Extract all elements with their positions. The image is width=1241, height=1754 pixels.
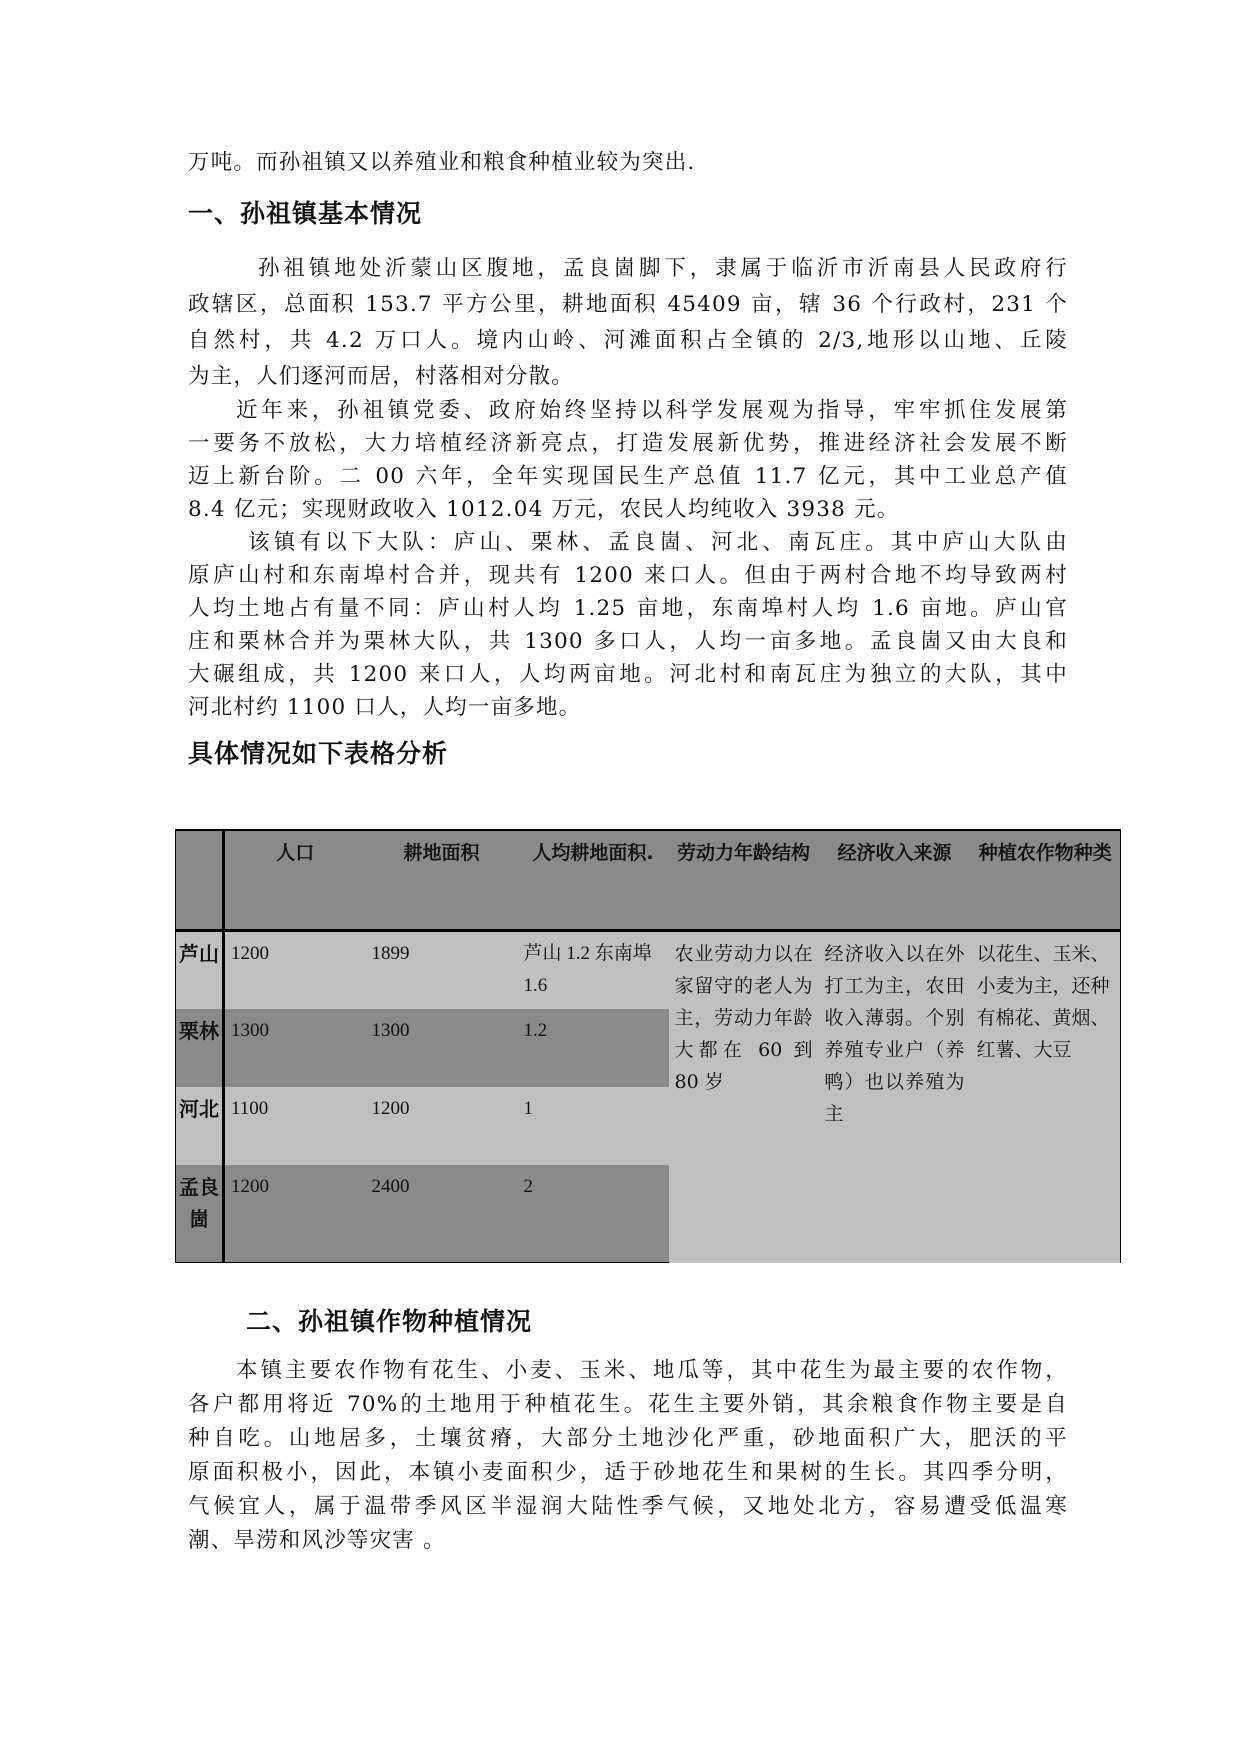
section2-line-1: 本镇主要农作物有花生、小麦、玉米、地瓜等，其中花生为最主要的农作物， — [236, 1358, 1068, 1383]
para3-line-5: 大碾组成，共 1200 来口人，人均两亩地。河北村和南瓦庄为独立的大队，其中 — [188, 662, 1068, 687]
cell-population: 1200 — [224, 931, 366, 1009]
cell-population: 1100 — [224, 1087, 366, 1165]
para1-line-4: 为主，人们逐河而居，村落相对分散。 — [188, 364, 574, 389]
section2-line-4: 原面积极小，因此，本镇小麦面积少，适于砂地花生和果树的生长。其四季分明， — [188, 1460, 1068, 1485]
para3-line-4: 庄和栗林合并为栗林大队，共 1300 多口人，人均一亩多地。孟良崮又由大良和 — [188, 629, 1068, 654]
para2-line-2: 一要务不放松，大力培植经济新亮点，打造发展新优势，推进经济社会发展不断 — [188, 431, 1068, 456]
para3-line-6: 河北村约 1100 口人，人均一亩多地。 — [188, 695, 582, 720]
cell-per-capita: 1 — [518, 1087, 669, 1165]
section2-line-3: 种自吃。山地居多，土壤贫瘠，大部分土地沙化严重，砂地面积广大，肥沃的平 — [188, 1426, 1068, 1451]
table-header-row — [176, 830, 1121, 931]
cell-area: 1200 — [366, 1087, 518, 1165]
section1-heading: 一、孙祖镇基本情况 — [188, 199, 423, 228]
header-income: 经济收入来源 — [819, 830, 971, 931]
row-name: 河北 — [176, 1087, 224, 1165]
cell-area: 1300 — [366, 1009, 518, 1087]
para3-line-1: 该镇有以下大队：庐山、栗林、孟良崮、河北、南瓦庄。其中庐山大队由 — [248, 530, 1068, 555]
cell-per-capita: 2 — [518, 1165, 669, 1263]
header-corner — [176, 830, 224, 931]
para1-line-1: 孙祖镇地处沂蒙山区腹地，孟良崮脚下，隶属于临沂市沂南县人民政府行 — [258, 256, 1068, 281]
cell-area: 2400 — [366, 1165, 518, 1263]
para3-line-2: 原庐山村和东南埠村合并，现共有 1200 来口人。但由于两村合地不均导致两村 — [188, 563, 1068, 588]
para3-line-3: 人均土地占有量不同：庐山村人均 1.25 亩地，东南埠村人均 1.6 亩地。庐山官 — [188, 596, 1068, 621]
cell-population: 1200 — [224, 1165, 366, 1263]
cell-labor-structure: 农业劳动力以在家留守的老人为主，劳动力年龄大都在 60 到 80 岁 — [669, 931, 819, 1263]
cell-population: 1300 — [224, 1009, 366, 1087]
cell-area: 1899 — [366, 931, 518, 1009]
row-name: 孟良崮 — [176, 1165, 224, 1263]
village-table — [175, 829, 1121, 1263]
para2-line-1: 近年来，孙祖镇党委、政府始终坚持以科学发展观为指导，牢牢抓住发展第 — [236, 398, 1068, 423]
section2-line-2: 各户都用将近 70%的土地用于种植花生。花生主要外销，其余粮食作物主要是自 — [188, 1392, 1068, 1417]
header-labor: 劳动力年龄结构 — [669, 830, 819, 931]
header-crops: 种植农作物种类 — [971, 830, 1121, 931]
cell-income-source: 经济收入以在外打工为主，农田收入薄弱。个别养殖专业户（养鸭）也以养殖为主 — [819, 931, 971, 1263]
para1-line-3: 自然村，共 4.2 万口人。境内山岭、河滩面积占全镇的 2/3,地形以山地、丘陵 — [188, 328, 1068, 353]
cell-crops: 以花生、玉米、小麦为主，还种有棉花、黄烟、红薯、大豆 — [971, 931, 1121, 1263]
para2-line-4: 8.4 亿元；实现财政收入 1012.04 万元，农民人均纯收入 3938 元。 — [188, 497, 900, 522]
intro-line: 万吨。而孙祖镇又以养殖业和粮食种植业较为突出. — [188, 150, 696, 175]
row-name: 栗林 — [176, 1009, 224, 1087]
table-heading: 具体情况如下表格分析 — [188, 739, 449, 768]
cell-per-capita: 1.2 — [518, 1009, 669, 1087]
section2-line-5: 气候宜人，属于温带季风区半湿润大陆性季气候，又地处北方，容易遭受低温寒 — [188, 1494, 1068, 1519]
header-population: 人口 — [224, 830, 366, 931]
para2-line-3: 迈上新台阶。二 00 六年，全年实现国民生产总值 11.7 亿元，其中工业总产值 — [188, 464, 1068, 489]
table-row — [176, 931, 1121, 1009]
header-area: 耕地面积 — [366, 830, 518, 931]
section2-line-6: 潮、旱涝和风沙等灾害 。 — [188, 1528, 446, 1553]
section2-heading: 二、孙祖镇作物种植情况 — [246, 1307, 533, 1336]
row-name: 芦山 — [176, 931, 224, 1009]
header-per-capita: 人均耕地面积. — [518, 830, 669, 931]
para1-line-2: 政辖区，总面积 153.7 平方公里，耕地面积 45409 亩，辖 36 个行政村，231 个 — [188, 292, 1068, 317]
cell-per-capita: 芦山 1.2 东南埠 1.6 — [518, 931, 669, 1009]
